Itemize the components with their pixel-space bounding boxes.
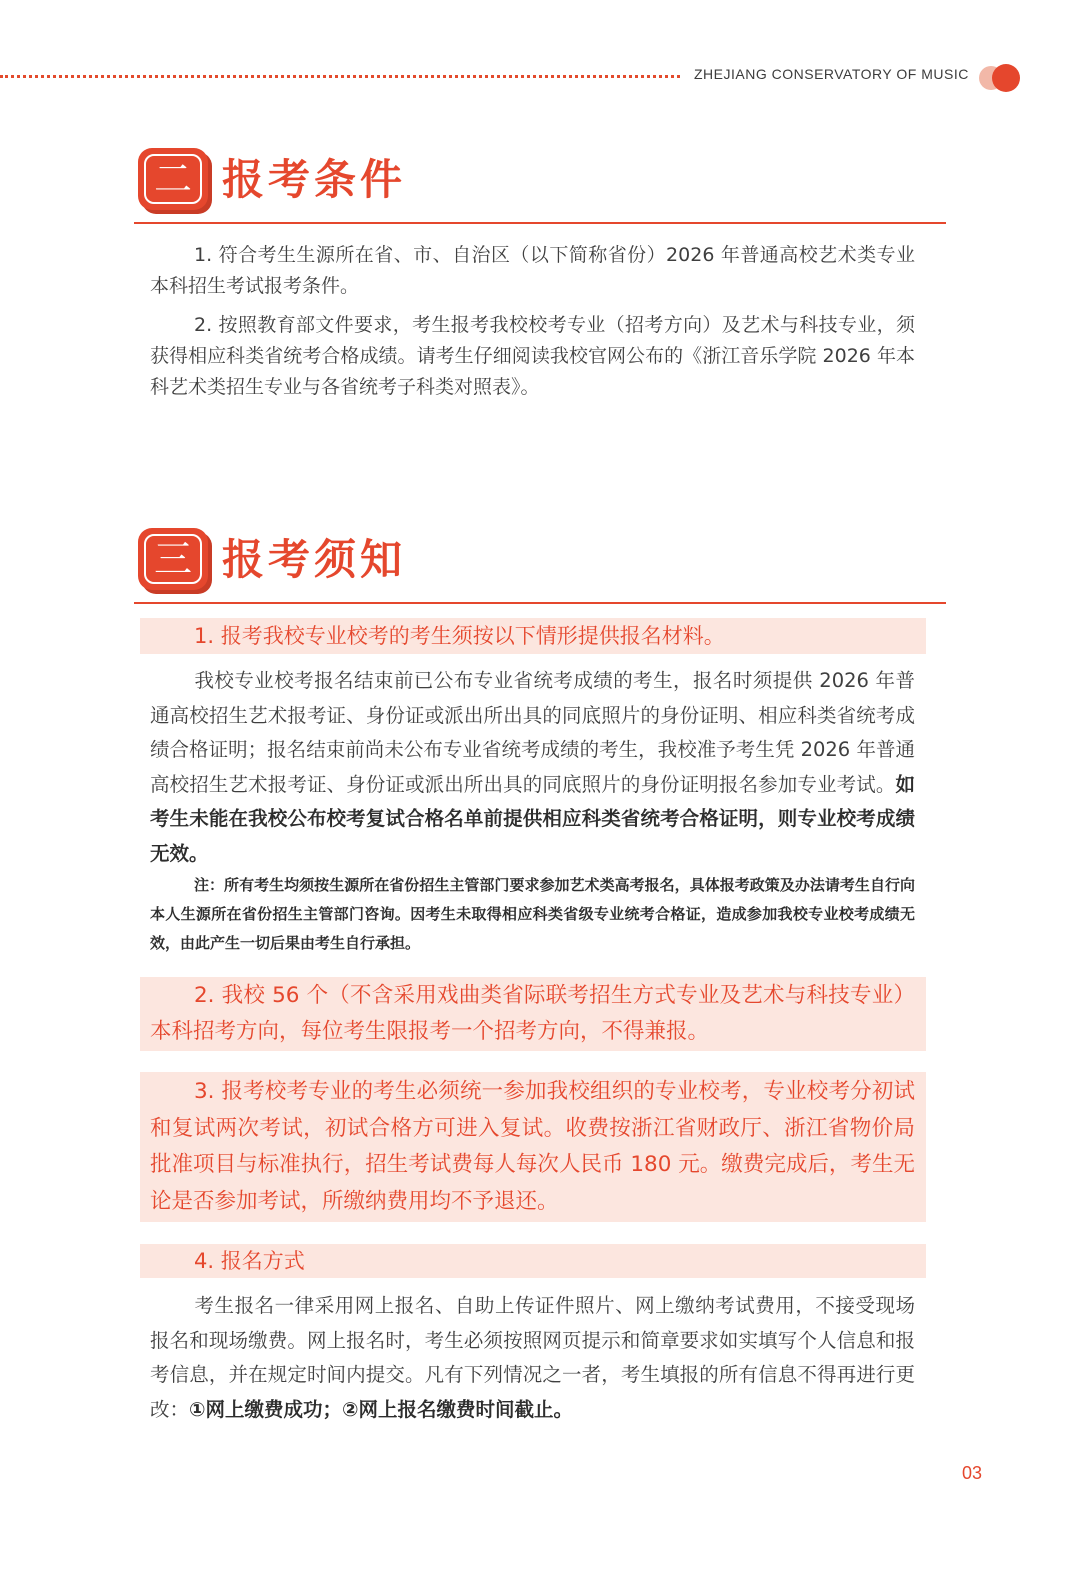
section3-number-badge [138,528,208,590]
item4-heading: 4. 报名方式 [194,1249,305,1273]
section2-item-2: 2. 按照教育部文件要求，考生报考我校校考专业（招考方向）及艺术与科技专业，须获得相应科类省统考合格成绩。请考生仔细阅读我校官网公布的《浙江音乐学院 2026 年本科艺术类招生专业与各省统考子科类对照表》。 [150,314,915,398]
header-title: ZHEJIANG CONSERVATORY OF MUSIC [694,66,969,82]
item2-text: 2. 我校 56 个（不含采用戏曲类省际联考招生方式专业及艺术与科技专业）本科招考方向，每位考生限报考一个招考方向，不得兼报。 [150,983,915,1044]
section3-title: 报考须知 [222,535,407,584]
item1-heading: 1. 报考我校专业校考的考生须按以下情形提供报名材料。 [194,624,725,648]
section2-heading [134,148,946,228]
header-circle-dark [992,64,1020,92]
page-number: 03 [962,1463,983,1483]
section2-number: 二 [144,154,202,204]
item3-text: 3. 报考校考专业的考生必须统一参加我校组织的专业校考，专业校考分初试和复试两次考试，初试合格方可进入复试。收费按浙江省财政厅、浙江省物价局批准项目与标准执行，招生考试费每人每次人民币 180 元。缴费完成后，考生无论是否参加考试，所缴纳费用均不予退还。 [150,1079,915,1214]
item4-conditions: ①网上缴费成功；②网上报名缴费时间截止。 [189,1397,574,1421]
header-dotted-line [0,75,680,78]
item1-warning: 如考生未能在我校公布校考复试合格名单前提供相应科类省统考合格证明，则专业校考成绩无效。 [150,772,915,865]
item1-body: 我校专业校考报名结束前已公布专业省统考成绩的考生，报名时须提供 2026 年普通高校招生艺术报考证、身份证或派出所出具的同底照片的身份证明、相应科类省统考成绩合格证明；报名结束前尚未公布专业省统考成绩的考生，我校准予考生凭 2026 年普通高校招生艺术报考证、身份证或派出所出具的同底照片的身份证明报名参加专业考试。如考生未能在我校公布校考复试合格名单前提供相应科类省统考合格证明，则专业校考成绩无效。 [150,669,915,865]
section2-number-badge [138,148,208,210]
section3-heading [134,528,946,608]
section3-underline-tick [252,602,311,618]
section3-number: 三 [144,534,202,584]
section2-title: 报考条件 [222,155,407,204]
section2-underline-tick [252,222,311,238]
note: 注：所有考生均须按生源所在省份招生主管部门要求参加艺术类高考报名，具体报考政策及办法请考生自行向本人生源所在省份招生主管部门咨询。因考生未取得相应科类省级专业统考合格证，造成参加我校专业校考成绩无效，由此产生一切后果由考生自行承担。 [150,876,915,952]
section2-item-1: 1. 符合考生生源所在省、市、自治区（以下简称省份）2026 年普通高校艺术类专业本科招生考试报考条件。 [150,244,915,297]
item4-body: 考生报名一律采用网上报名、自助上传证件照片、网上缴纳考试费用，不接受现场报名和现场缴费。网上报名时，考生必须按照网页提示和简章要求如实填写个人信息和报考信息，并在规定时间内提交。凡有下列情况之一者，考生填报的所有信息不得再进行更改：①网上缴费成功；②网上报名缴费时间截止。 [150,1294,915,1421]
